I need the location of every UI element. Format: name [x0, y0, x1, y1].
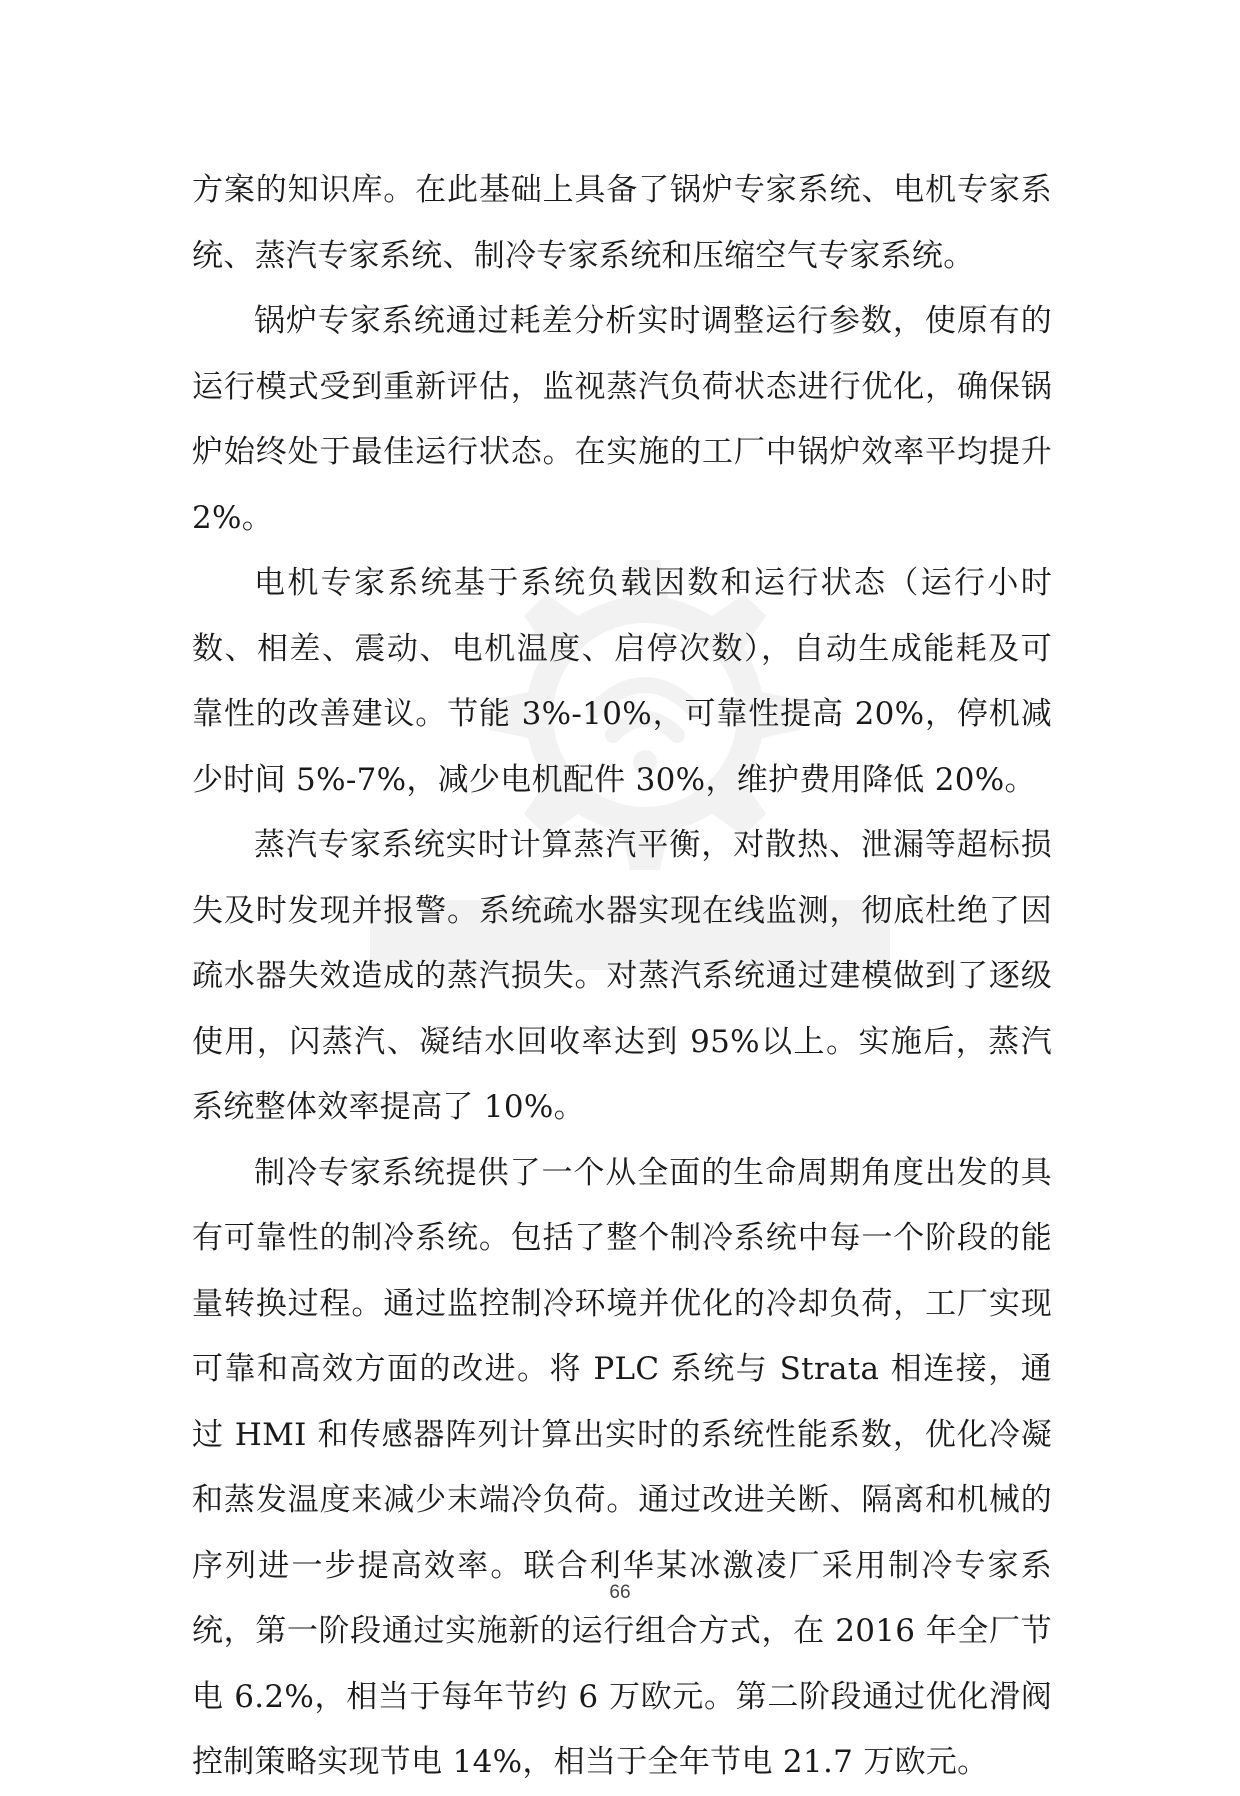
- paragraph-4: 蒸汽专家系统实时计算蒸汽平衡，对散热、泄漏等超标损失及时发现并报警。系统疏水器实现在线监测，彻底杜绝了因疏水器失效造成的蒸汽损失。对蒸汽系统通过建模做到了逐级使用，闪蒸汽、凝结水回收率达到 95%以上。实施后，蒸汽系统整体效率提高了 10%。: [192, 827, 1052, 1125]
- paragraph-1: 方案的知识库。在此基础上具备了锅炉专家系统、电机专家系统、蒸汽专家系统、制冷专家系统和压缩空气专家系统。: [192, 172, 1052, 274]
- body-text: [192, 158, 1052, 1796]
- paragraph-3: 电机专家系统基于系统负载因数和运行状态（运行小时数、相差、震动、电机温度、启停次数），自动生成能耗及可靠性的改善建议。节能 3%-10%，可靠性提高 20%，停机减少时间 5%-7%，减少电机配件 30%，维护费用降低 20%。: [192, 565, 1052, 798]
- paragraph-2: 锅炉专家系统通过耗差分析实时调整运行参数，使原有的运行模式受到重新评估，监视蒸汽负荷状态进行优化，确保锅炉始终处于最佳运行状态。在实施的工厂中锅炉效率平均提升 2%。: [192, 303, 1052, 536]
- page-number: 66: [609, 1582, 631, 1603]
- paragraph-5: 制冷专家系统提供了一个从全面的生命周期角度出发的具有可靠性的制冷系统。包括了整个制冷系统中每一个阶段的能量转换过程。通过监控制冷环境并优化的冷却负荷，工厂实现可靠和高效方面的改进。将 PLC 系统与 Strata 相连接，通过 HMI 和传感器阵列计算出实时的系统性能系数，优化冷凝和蒸发温度来减少末端冷负荷。通过改进关断、隔离和机械的序列进一步提高效率。联合利华某冰激凌厂采用制冷专家系统，第一阶段通过实施新的运行组合方式，在 2016 年全厂节电 6.2%，相当于每年节约 6 万欧元。第二阶段通过优化滑阀控制策略实现节电 14%，相当于全年节电 21.7 万欧元。: [192, 1154, 1052, 1780]
